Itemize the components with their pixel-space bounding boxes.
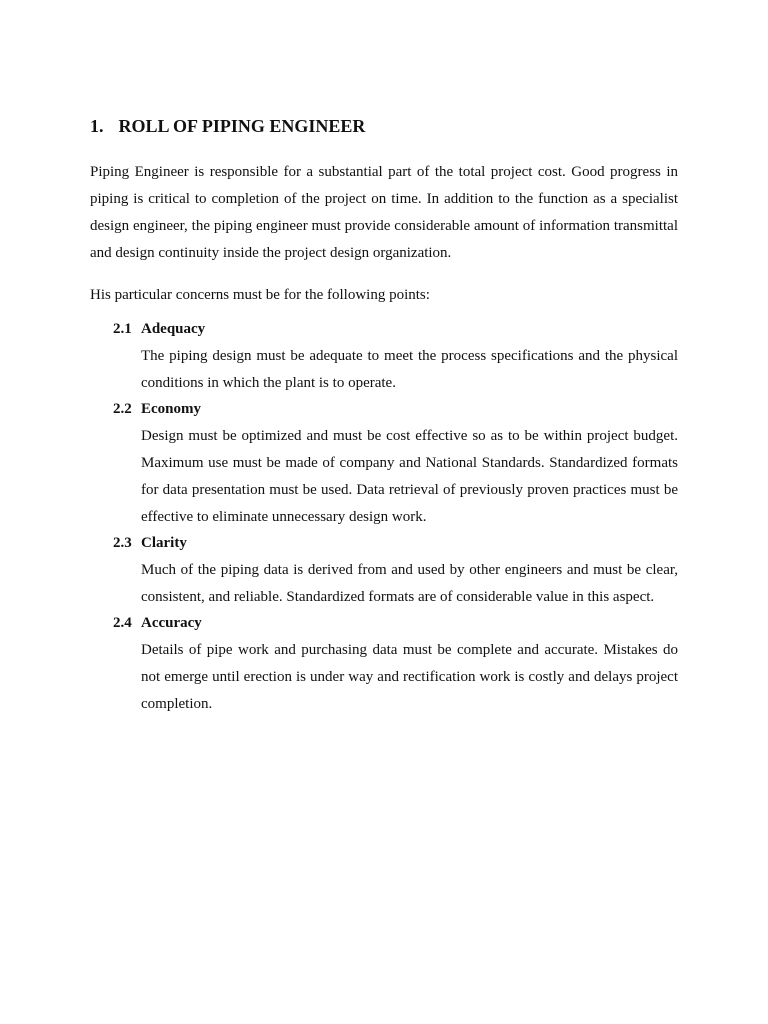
section-body: Much of the piping data is derived from and used by other engineers and must be clear, consistent, and reliable. Standardized formats are of considerable value in this aspect. <box>141 562 678 605</box>
section-number: 2.4 <box>113 615 132 631</box>
section-number: 2.2 <box>113 401 132 417</box>
section-title: Economy <box>141 401 201 417</box>
section-title: Accuracy <box>141 615 202 631</box>
section-body: Details of pipe work and purchasing data must be complete and accurate. Mistakes do not emerge until erection is under way and rectification work is costly and delays project completion. <box>141 642 678 712</box>
section-heading <box>113 530 187 557</box>
section-heading <box>113 610 202 637</box>
section-title: Clarity <box>141 535 187 551</box>
section-heading <box>113 316 205 343</box>
page-heading <box>90 114 365 138</box>
section-title: Adequacy <box>141 321 206 337</box>
section-heading <box>113 396 201 423</box>
section-body: Design must be optimized and must be cost effective so as to be within project budget. Maximum use must be made of company and National Standards. Standardized formats for data presentation must be used. Data retrieval of previously proven practices must be effective to eliminate unnecessary design work. <box>141 428 678 525</box>
heading-title: ROLL OF PIPING ENGINEER <box>118 116 366 136</box>
heading-number: 1. <box>90 116 104 136</box>
section-number: 2.3 <box>113 535 132 551</box>
section-number: 2.1 <box>113 321 132 337</box>
section-body: The piping design must be adequate to meet the process specifications and the physical conditions in which the plant is to operate. <box>141 348 678 391</box>
intro-paragraph: Piping Engineer is responsible for a substantial part of the total project cost. Good progress in piping is critical to completion of the project on time. In addition to the function as a specialist design engineer, the piping engineer must provide considerable amount of information transmittal and design continuity inside the project design organization. <box>90 164 678 261</box>
concerns-lead-paragraph: His particular concerns must be for the following points: <box>90 287 430 303</box>
